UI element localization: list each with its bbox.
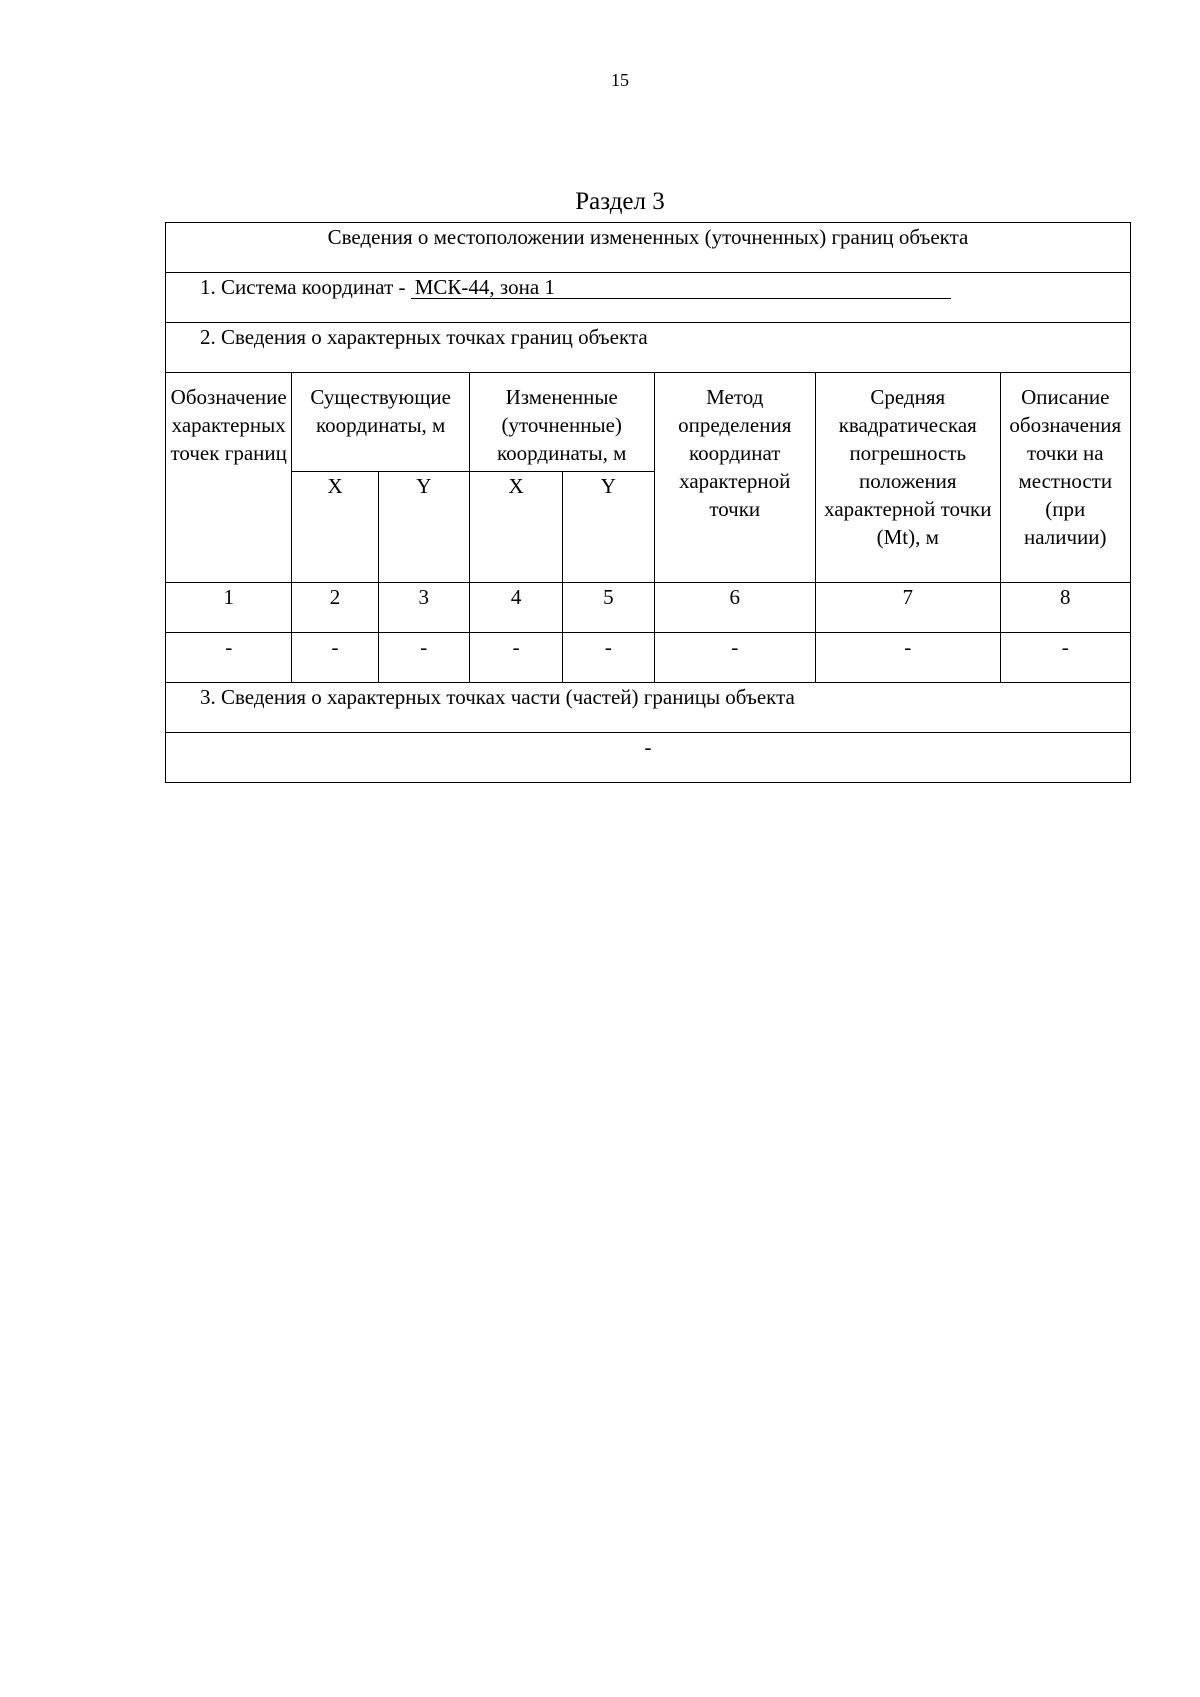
table-cell: - xyxy=(166,633,292,683)
header-designation: Обозначение характерных точек границ xyxy=(166,373,292,583)
column-numbers-row xyxy=(166,583,1131,633)
boundary-table xyxy=(165,222,1131,783)
header-existing-coords: Существующие координаты, м xyxy=(292,373,470,472)
header-method: Метод определения координат характерной точки xyxy=(654,373,816,583)
parts-value: - xyxy=(166,733,1131,783)
header-changed-y: Y xyxy=(563,472,654,583)
table-cell: - xyxy=(1000,633,1130,683)
table-cell: - xyxy=(816,633,1001,683)
table-cell: - xyxy=(563,633,654,683)
page-number: 15 xyxy=(611,70,629,90)
coord-system-value: МСК-44, зона 1 xyxy=(414,275,555,299)
header-changed-x: X xyxy=(469,472,562,583)
table-title: Сведения о местоположении измененных (уточненных) границ объекта xyxy=(166,223,1131,273)
header-error: Средняя квадратическая погрешность положения характерной точки (Mt), м xyxy=(816,373,1001,583)
column-number: 4 xyxy=(469,583,562,633)
parts-heading: 3. Сведения о характерных точках части (частей) границы объекта xyxy=(166,683,1131,733)
column-number: 5 xyxy=(563,583,654,633)
points-heading: 2. Сведения о характерных точках границ объекта xyxy=(166,323,1131,373)
coord-system-value-field xyxy=(411,276,951,299)
column-number: 8 xyxy=(1000,583,1130,633)
table-cell: - xyxy=(469,633,562,683)
column-number: 1 xyxy=(166,583,292,633)
table-cell: - xyxy=(378,633,469,683)
coord-system-label: 1. Система координат - xyxy=(200,275,406,299)
header-existing-y: Y xyxy=(378,472,469,583)
column-number: 2 xyxy=(292,583,378,633)
header-existing-x: X xyxy=(292,472,378,583)
section-title: Раздел 3 xyxy=(575,188,665,215)
table-row xyxy=(166,633,1131,683)
column-number: 6 xyxy=(654,583,816,633)
table-cell: - xyxy=(292,633,378,683)
column-number: 3 xyxy=(378,583,469,633)
column-number: 7 xyxy=(816,583,1001,633)
table-cell: - xyxy=(654,633,816,683)
header-description: Описание обозначения точки на местности (при наличии) xyxy=(1000,373,1130,583)
coord-system-row xyxy=(166,273,1131,323)
header-changed-coords: Измененные (уточненные) координаты, м xyxy=(469,373,654,472)
